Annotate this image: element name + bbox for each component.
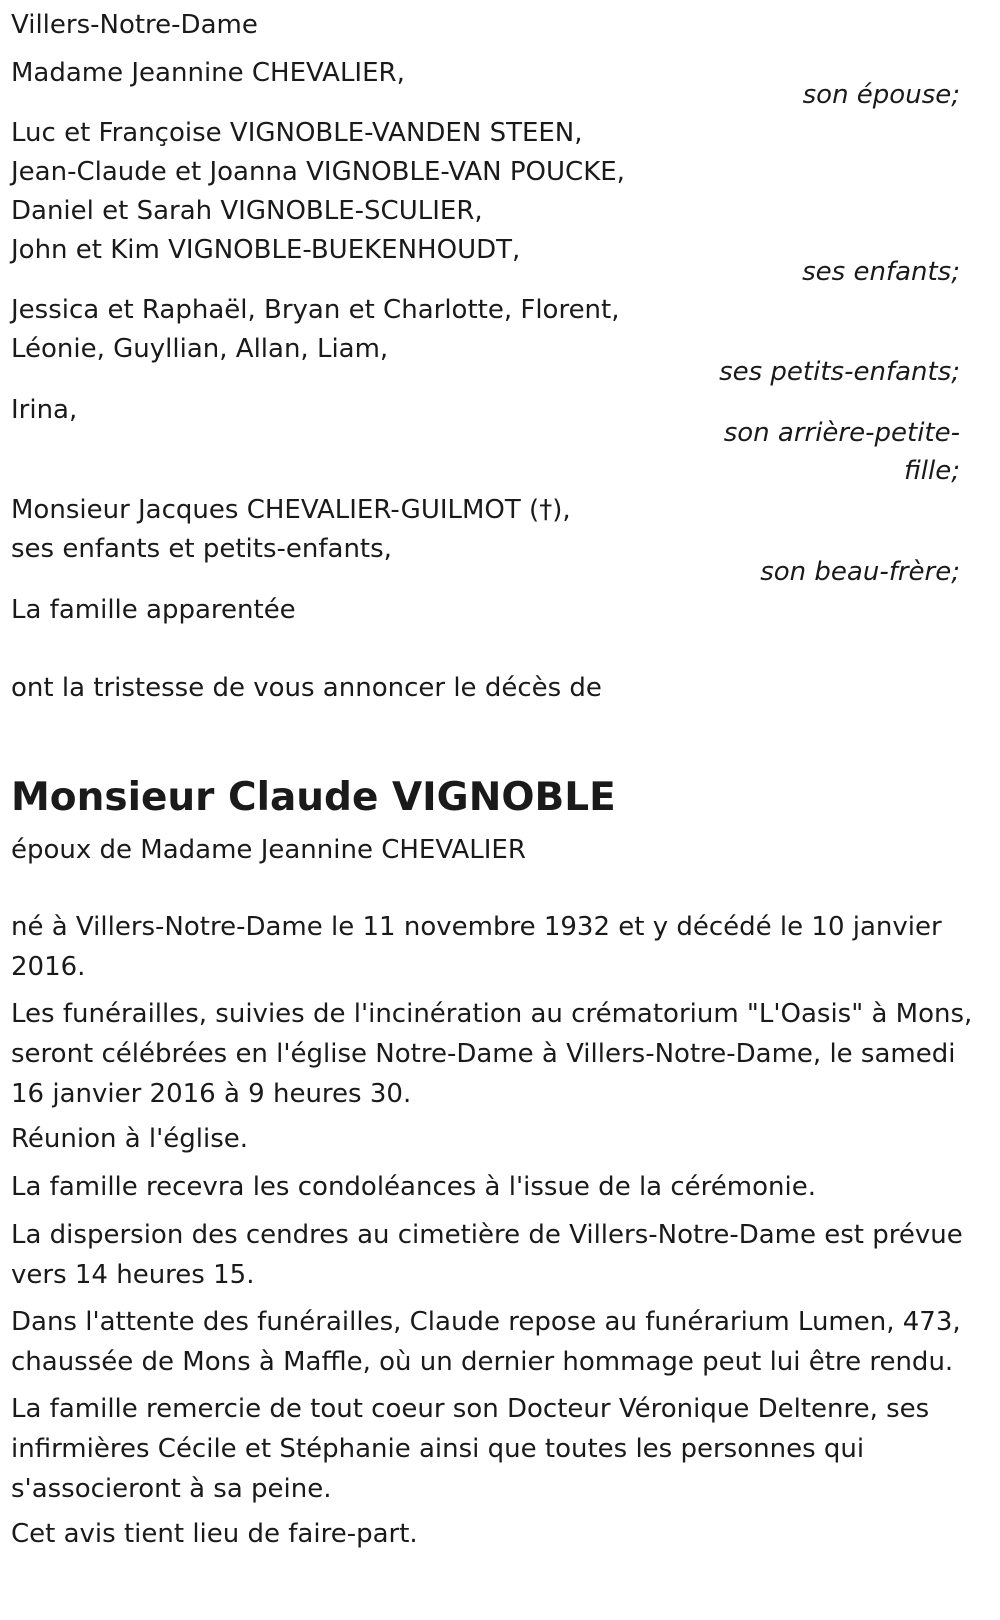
family-line: Léonie, Guyllian, Allan, Liam, xyxy=(11,334,389,364)
closing-paragraph: Cet avis tient lieu de faire-part. xyxy=(11,1519,418,1549)
funeral-paragraph: Les funérailles, suivies de l'incinération au crématorium "L'Oasis" à Mons, seront célébrées en l'église Notre-Dame à Villers-Notre-Dame, le samedi 16 janvier 2016 à 9 heures 30. xyxy=(11,999,973,1109)
family-line: Jean-Claude et Joanna VIGNOBLE-VAN POUCKE, xyxy=(11,157,625,187)
family-line: John et Kim VIGNOBLE-BUEKENHOUDT, xyxy=(11,235,521,265)
birth-death-paragraph: né à Villers-Notre-Dame le 11 novembre 1932 et y décédé le 10 janvier 2016. xyxy=(11,912,942,982)
deceased-name: Monsieur Claude VIGNOBLE xyxy=(11,775,616,820)
family-line: Jessica et Raphaël, Bryan et Charlotte, Florent, xyxy=(11,295,620,325)
family-role: son épouse; xyxy=(802,80,960,110)
family-role: son beau-frère; xyxy=(760,557,960,587)
family-role: ses petits-enfants; xyxy=(719,357,960,387)
family-line: Irina, xyxy=(11,395,78,425)
family-role: fille; xyxy=(904,456,960,486)
family-line: Monsieur Jacques CHEVALIER-GUILMOT (†), xyxy=(11,495,571,525)
family-role: ses enfants; xyxy=(802,257,960,287)
family-line: Madame Jeannine CHEVALIER, xyxy=(11,58,405,88)
family-line: Luc et Françoise VIGNOBLE-VANDEN STEEN, xyxy=(11,118,583,148)
family-line: Daniel et Sarah VIGNOBLE-SCULIER, xyxy=(11,196,483,226)
meeting-paragraph: Réunion à l'église. xyxy=(11,1124,249,1154)
funerarium-paragraph: Dans l'attente des funérailles, Claude repose au funérarium Lumen, 473, chaussée de Mons à Maffle, où un dernier hommage peut lui être rendu. xyxy=(11,1307,961,1377)
announcement: ont la tristesse de vous annoncer le décès de xyxy=(11,673,602,703)
ashes-paragraph: La dispersion des cendres au cimetière de Villers-Notre-Dame est prévue vers 14 heures 15. xyxy=(11,1220,963,1290)
family-role: son arrière-petite- xyxy=(723,418,960,448)
condolences-paragraph: La famille recevra les condoléances à l'issue de la cérémonie. xyxy=(11,1172,816,1202)
spouse-line: époux de Madame Jeannine CHEVALIER xyxy=(11,835,526,865)
family-line: La famille apparentée xyxy=(11,595,296,625)
thanks-paragraph: La famille remercie de tout coeur son Docteur Véronique Deltenre, ses infirmières Cécile et Stéphanie ainsi que toutes les personnes qui s'associeront à sa peine. xyxy=(11,1394,930,1504)
place-heading: Villers-Notre-Dame xyxy=(11,10,258,40)
family-line: ses enfants et petits-enfants, xyxy=(11,534,392,564)
